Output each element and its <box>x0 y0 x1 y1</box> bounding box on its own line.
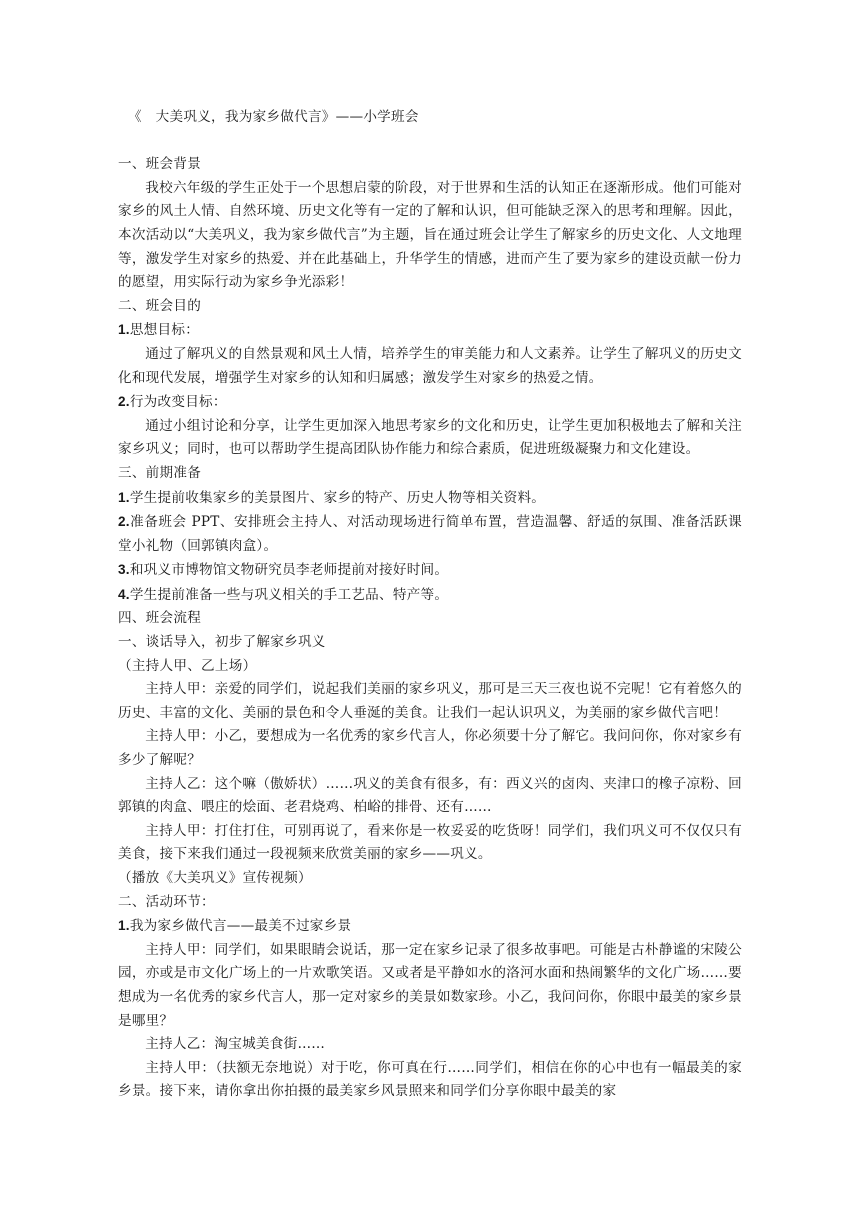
prep-item-1-text: 学生提前收集家乡的美景图片、家乡的特产、历史人物等相关资料。 <box>129 489 546 506</box>
stage-direction-1: （主持人甲、乙上场） <box>118 657 257 674</box>
dialog-paragraph-2: 主持人甲：小乙，要想成为一名优秀的家乡代言人，你必须要十分了解它。我问问你，你对家乡有多少了解呢？ <box>118 728 742 769</box>
section-heading-background: 一、班会背景 <box>118 156 202 173</box>
dialog-paragraph-3: 主持人乙：这个嘛（傲娇状）……巩义的美食有很多，有：西义兴的卤肉、夹津口的橡子凉粉、回郭镇的肉盒、喂庄的烩面、老君烧鸡、柏峪的排骨、还有…… <box>118 775 742 816</box>
prep-item-4-number: 4. <box>118 586 130 602</box>
stage-direction-2: （播放《大美巩义》宣传视频） <box>118 870 312 886</box>
goal1-label: 思想目标： <box>129 322 200 339</box>
prep-item-2 <box>118 510 742 558</box>
background-paragraph: 我校六年级的学生正处于一个思想启蒙的阶段，对于世界和生活的认知正在逐渐形成。他们可能对家乡的风土人情、自然环境、历史文化等有一定的了解和认识，但可能缺乏深入的思考和理解。因此，本次活动以“大美巩义，我为家乡做代言”为主题，旨在通过班会让学生了解家乡的历史文化、人文地理等，激发学生对家乡的热爱、并在此基础上，升华学生的情感，进而产生了要为家乡的建设贡献一份力的愿望，用实际行动为家乡争光添彩！ <box>118 179 742 291</box>
document-page <box>118 106 742 1104</box>
sub-activity-1-text: 我为家乡做代言——最美不过家乡景 <box>129 918 352 935</box>
section-heading-flow: 四、班会流程 <box>118 610 202 627</box>
prep-item-1-number: 1. <box>118 489 130 505</box>
goal2-heading <box>118 390 742 415</box>
prep-item-2-text: 准备班会 PPT、安排班会主持人、对活动现场进行简单布置，营造温馨、舒适的氛围、准备活跃课堂小礼物（回郭镇肉盒）。 <box>118 514 742 554</box>
flow2-heading: 二、活动环节： <box>118 893 215 910</box>
sub-activity-1 <box>118 914 742 939</box>
goal1-paragraph: 通过了解巩义的自然景观和风土人情，培养学生的审美能力和人文素养。让学生了解巩义的历史文化和现代发展，增强学生对家乡的认知和归属感；激发学生对家乡的热爱之情。 <box>118 345 742 386</box>
dialog-paragraph-5: 主持人甲：同学们，如果眼睛会说话，那一定在家乡记录了很多故事吧。可能是古朴静谧的宋陵公园，亦或是市文化广场上的一片欢歌笑语。又或者是平静如水的洛河水面和热闹繁华的文化广场……要想成为一名优秀的家乡代言人，那一定对家乡的美景如数家珍。小乙，我问问你，你眼中最美的家乡景是哪里？ <box>118 941 742 1029</box>
prep-item-4 <box>118 583 742 608</box>
document-title: 《 大美巩义，我为家乡做代言》——小学班会 <box>128 109 419 125</box>
flow1-heading: 一、谈话导入，初步了解家乡巩义 <box>118 634 326 651</box>
dialog-paragraph-4: 主持人甲：打住打住，可别再说了，看来你是一枚妥妥的吃货呀！同学们，我们巩义可不仅仅只有美食，接下来我们通过一段视频来欣赏美丽的家乡——巩义。 <box>118 822 742 863</box>
prep-item-1 <box>118 486 742 511</box>
blank-line <box>118 130 742 154</box>
section-heading-prep: 三、前期准备 <box>118 464 202 481</box>
goal1-number: 1. <box>118 322 130 338</box>
goal1-heading <box>118 318 742 343</box>
dialog-paragraph-6: 主持人乙：淘宝城美食街…… <box>145 1036 326 1053</box>
goal2-label: 行为改变目标： <box>129 394 227 411</box>
prep-item-3 <box>118 558 742 583</box>
goal2-number: 2. <box>118 394 130 410</box>
prep-item-3-number: 3. <box>118 562 130 578</box>
goal2-paragraph: 通过小组讨论和分享，让学生更加深入地思考家乡的文化和历史，让学生更加积极地去了解和关注家乡巩义；同时，也可以帮助学生提高团队协作能力和综合素质，促进班级凝聚力和文化建设。 <box>118 417 742 458</box>
dialog-paragraph-7: 主持人甲：（扶额无奈地说）对于吃，你可真在行……同学们，相信在你的心中也有一幅最美的家乡景。接下来，请你拿出你拍摄的最美家乡风景照来和同学们分享你眼中最美的家 <box>118 1059 742 1100</box>
prep-item-3-text: 和巩义市博物馆文物研究员李老师提前对接好时间。 <box>129 562 449 579</box>
prep-item-2-number: 2. <box>118 514 130 530</box>
section-heading-purpose: 二、班会目的 <box>118 297 202 314</box>
sub-activity-1-number: 1. <box>118 918 130 934</box>
dialog-paragraph-1: 主持人甲：亲爱的同学们，说起我们美丽的家乡巩义，那可是三天三夜也说不完呢！它有着悠久的历史、丰富的文化、美丽的景色和令人垂涎的美食。让我们一起认识巩义，为美丽的家乡做代言吧！ <box>118 681 742 721</box>
prep-item-4-text: 学生提前准备一些与巩义相关的手工艺品、特产等。 <box>129 586 449 603</box>
